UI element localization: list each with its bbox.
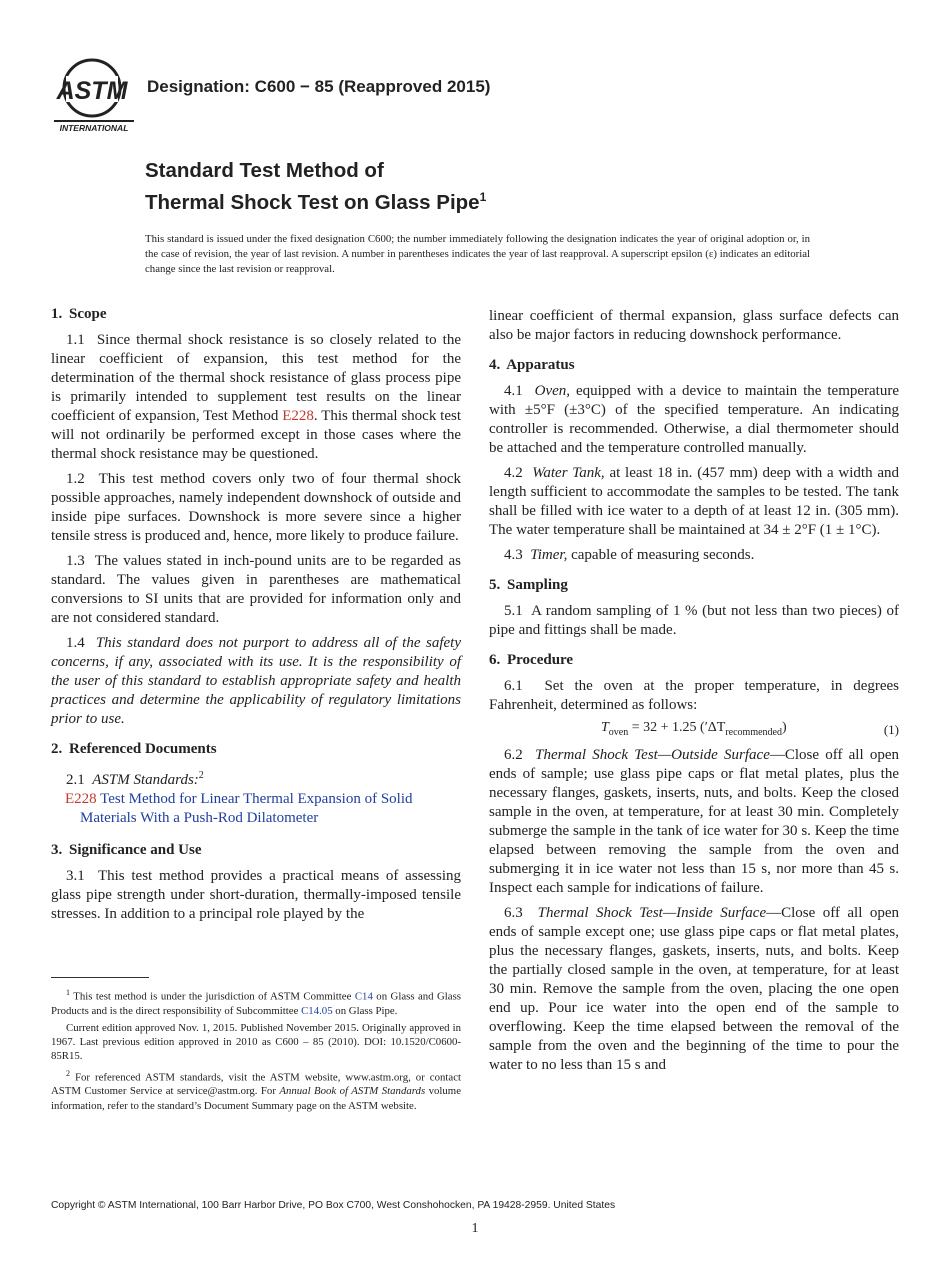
right-column: [489, 307, 899, 1081]
logo-subtext: INTERNATIONAL: [59, 123, 129, 133]
designation: Designation: C600 − 85 (Reapproved 2015): [147, 77, 491, 96]
section-heading-scope: 1. Scope: [51, 306, 107, 322]
section-heading-significance: 3. Significance and Use: [51, 842, 202, 858]
equation-number: (1): [883, 722, 899, 737]
footnote-1: $^1$ This test method is under the jurisdiction of ASTM Committee C14 on Glass and Glass Products and is the direct responsibility of Subcommittee C14.05 on Glass Pipe.: [51, 988, 461, 1017]
equation-1: [489, 718, 899, 740]
section-heading-referenced: 2. Referenced Documents: [51, 741, 217, 757]
document-title: [145, 158, 486, 216]
title-line-2-text: Thermal Shock Test on Glass Pipe: [145, 190, 480, 214]
reference-code-link[interactable]: E228: [65, 791, 97, 807]
paragraph-6-2: 6.2 Thermal Shock Test—Outside Surface—Close off all open ends of sample; use glass pipe caps or flat metal plates, plus the necessary flanges, gaskets, inserts, nuts, and bolts. Keep the closed sample in the oven, at temperature, for at least 30 min. Completely submerge the sample in the tank of ice water for 30 s. Keep the time elapsed between removing the sample from the oven and submerging it in ice water not less than 15 s, nor more than 45 s. Inspect each sample for indications of failure.: [489, 747, 899, 896]
footnote-2: $^2$ For referenced ASTM standards, visit the ASTM website, www.astm.org, or contact ASTM Customer Service at service@astm.org. For Annual Book of ASTM Standards volume information, refer to the standard’s Document Summary page on the ASTM website.: [51, 1068, 461, 1112]
section-heading-apparatus: 4. Apparatus: [489, 357, 575, 373]
paragraph-1-3: 1.3 The values stated in inch-pound units are to be regarded as standard. The values given in parentheses are mathematical conversions to SI units that are provided for information only and are not considered standard.: [51, 553, 461, 626]
paragraph-3-1-continued: linear coefficient of thermal expansion, glass surface defects can also be major factors in reducing downshock performance.: [489, 308, 899, 343]
section-heading-sampling: 5. Sampling: [489, 577, 568, 593]
paragraph-4-1: 4.1 Oven, equipped with a device to maintain the temperature with ±5°F (±3°C) of the specified temperature. An indicating controller is recommended. Otherwise, a dial thermometer should be attached and the temperature controlled manually.: [489, 383, 899, 456]
reference-title-link[interactable]: Test Method for Linear Thermal Expansion of Solid Materials With a Push-Rod Dilatometer: [80, 791, 413, 826]
paragraph-1-4: 1.4 This standard does not purport to address all of the safety concerns, if any, associated with its use. It is the responsibility of the user of this standard to establish appropriate safety and health practices and determine the applicability of regulatory limitations prior to use.: [51, 635, 462, 727]
footnote-1-edition: Current edition approved Nov. 1, 2015. Published November 2015. Originally approved in 1967. Last previous edition approved in 2010 as C600 – 85 (2010). DOI: 10.1520/C0600-85R15.: [51, 1022, 461, 1063]
paragraph-6-3: 6.3 Thermal Shock Test—Inside Surface—Close off all open ends of sample except one; use glass pipe caps or flat metal plates, plus the necessary flanges, gaskets, inserts, nuts, and bolts. Keep the partially closed sample in the oven, at temperature, for at least 30 min. Remove the sample from the oven, placing the one open end up. Pour ice water into the open end of the sample to overflowing. Keep the time elapsed between the removal of the sample from the oven and the beginning of the time to pour the water to no less than 15 s and: [489, 905, 899, 1073]
paragraph-6-1: 6.1 Set the oven at the proper temperature, in degrees Fahrenheit, determined as follows:: [489, 678, 900, 713]
page-number: 1: [471, 1221, 479, 1236]
title-footnote-mark: 1: [479, 190, 487, 204]
equation-expression: $T_{oven} = 32 + 1.25$ $('\Delta T_{recommended})$: [601, 720, 787, 738]
section-heading-procedure: 6. Procedure: [489, 652, 574, 668]
left-column: [51, 305, 461, 930]
link-c14[interactable]: C14: [354, 990, 373, 1003]
copyright-notice: Copyright © ASTM International, 100 Barr Harbor Drive, PO Box C700, West Conshohocken, PA 19428-2959. United States: [51, 1200, 616, 1211]
astm-logo: [52, 56, 136, 134]
paragraph-4-2: 4.2 Water Tank, at least 18 in. (457 mm) deep with a width and length sufficient to accommodate the samples to be tested. The tank shall be filled with ice water to a depth of at least 12 in. (305 mm). The water temperature shall be maintained at 34 ± 2°F (1 ± 1°C).: [489, 465, 900, 538]
paragraph-4-3: 4.3 Timer, capable of measuring seconds.: [504, 547, 755, 563]
paragraph-3-1: 3.1 This test method provides a practical means of assessing glass pipe strength under short-duration, thermally-imposed tensile stresses. In addition to a principal role played by the: [51, 868, 461, 922]
link-e228[interactable]: E228: [282, 408, 314, 424]
issuance-notice: This standard is issued under the fixed designation C600; the number immediately following the designation indicates the year of original adoption or, in the case of revision, the year of last revision. A number in parentheses indicates the year of last reapproval. A superscript epsilon (ε) indicates an editorial change since the last revision or reapproval.: [145, 233, 810, 275]
logo-text: ASTM: [56, 77, 128, 105]
paragraph-1-1: 1.1 Since thermal shock resistance is so closely related to the linear coefficient of expansion, this test method for the determination of the thermal shock resistance of glass process pipe is primarily intended to supplement test results on the linear coefficient of expansion, Test Method E228. This thermal shock test will not ordinarily be performed except in those cases where the thermal shock resistance may be questioned.: [51, 332, 461, 462]
paragraph-5-1: 5.1 A random sampling of 1 % (but not less than two pieces) of pipe and fittings shall be made.: [489, 603, 899, 638]
footnotes: [51, 986, 461, 1116]
link-c14-05[interactable]: C14.05: [301, 1004, 333, 1017]
paragraph-2-1: 2.1 ASTM Standards:$^2$: [66, 770, 204, 788]
paragraph-1-2: 1.2 This test method covers only two of four thermal shock possible approaches, namely independent downshock of outside and inside pipe surfaces. Downshock is more severe since a higher tensile stress is produced and, hence, more likely to produce failure.: [51, 471, 461, 544]
footnote-divider: [51, 977, 149, 978]
title-line-2: [145, 184, 486, 216]
title-line-1: Standard Test Method of: [145, 159, 384, 182]
reference-e228: [65, 790, 461, 828]
astm-logo-icon: [52, 56, 136, 134]
